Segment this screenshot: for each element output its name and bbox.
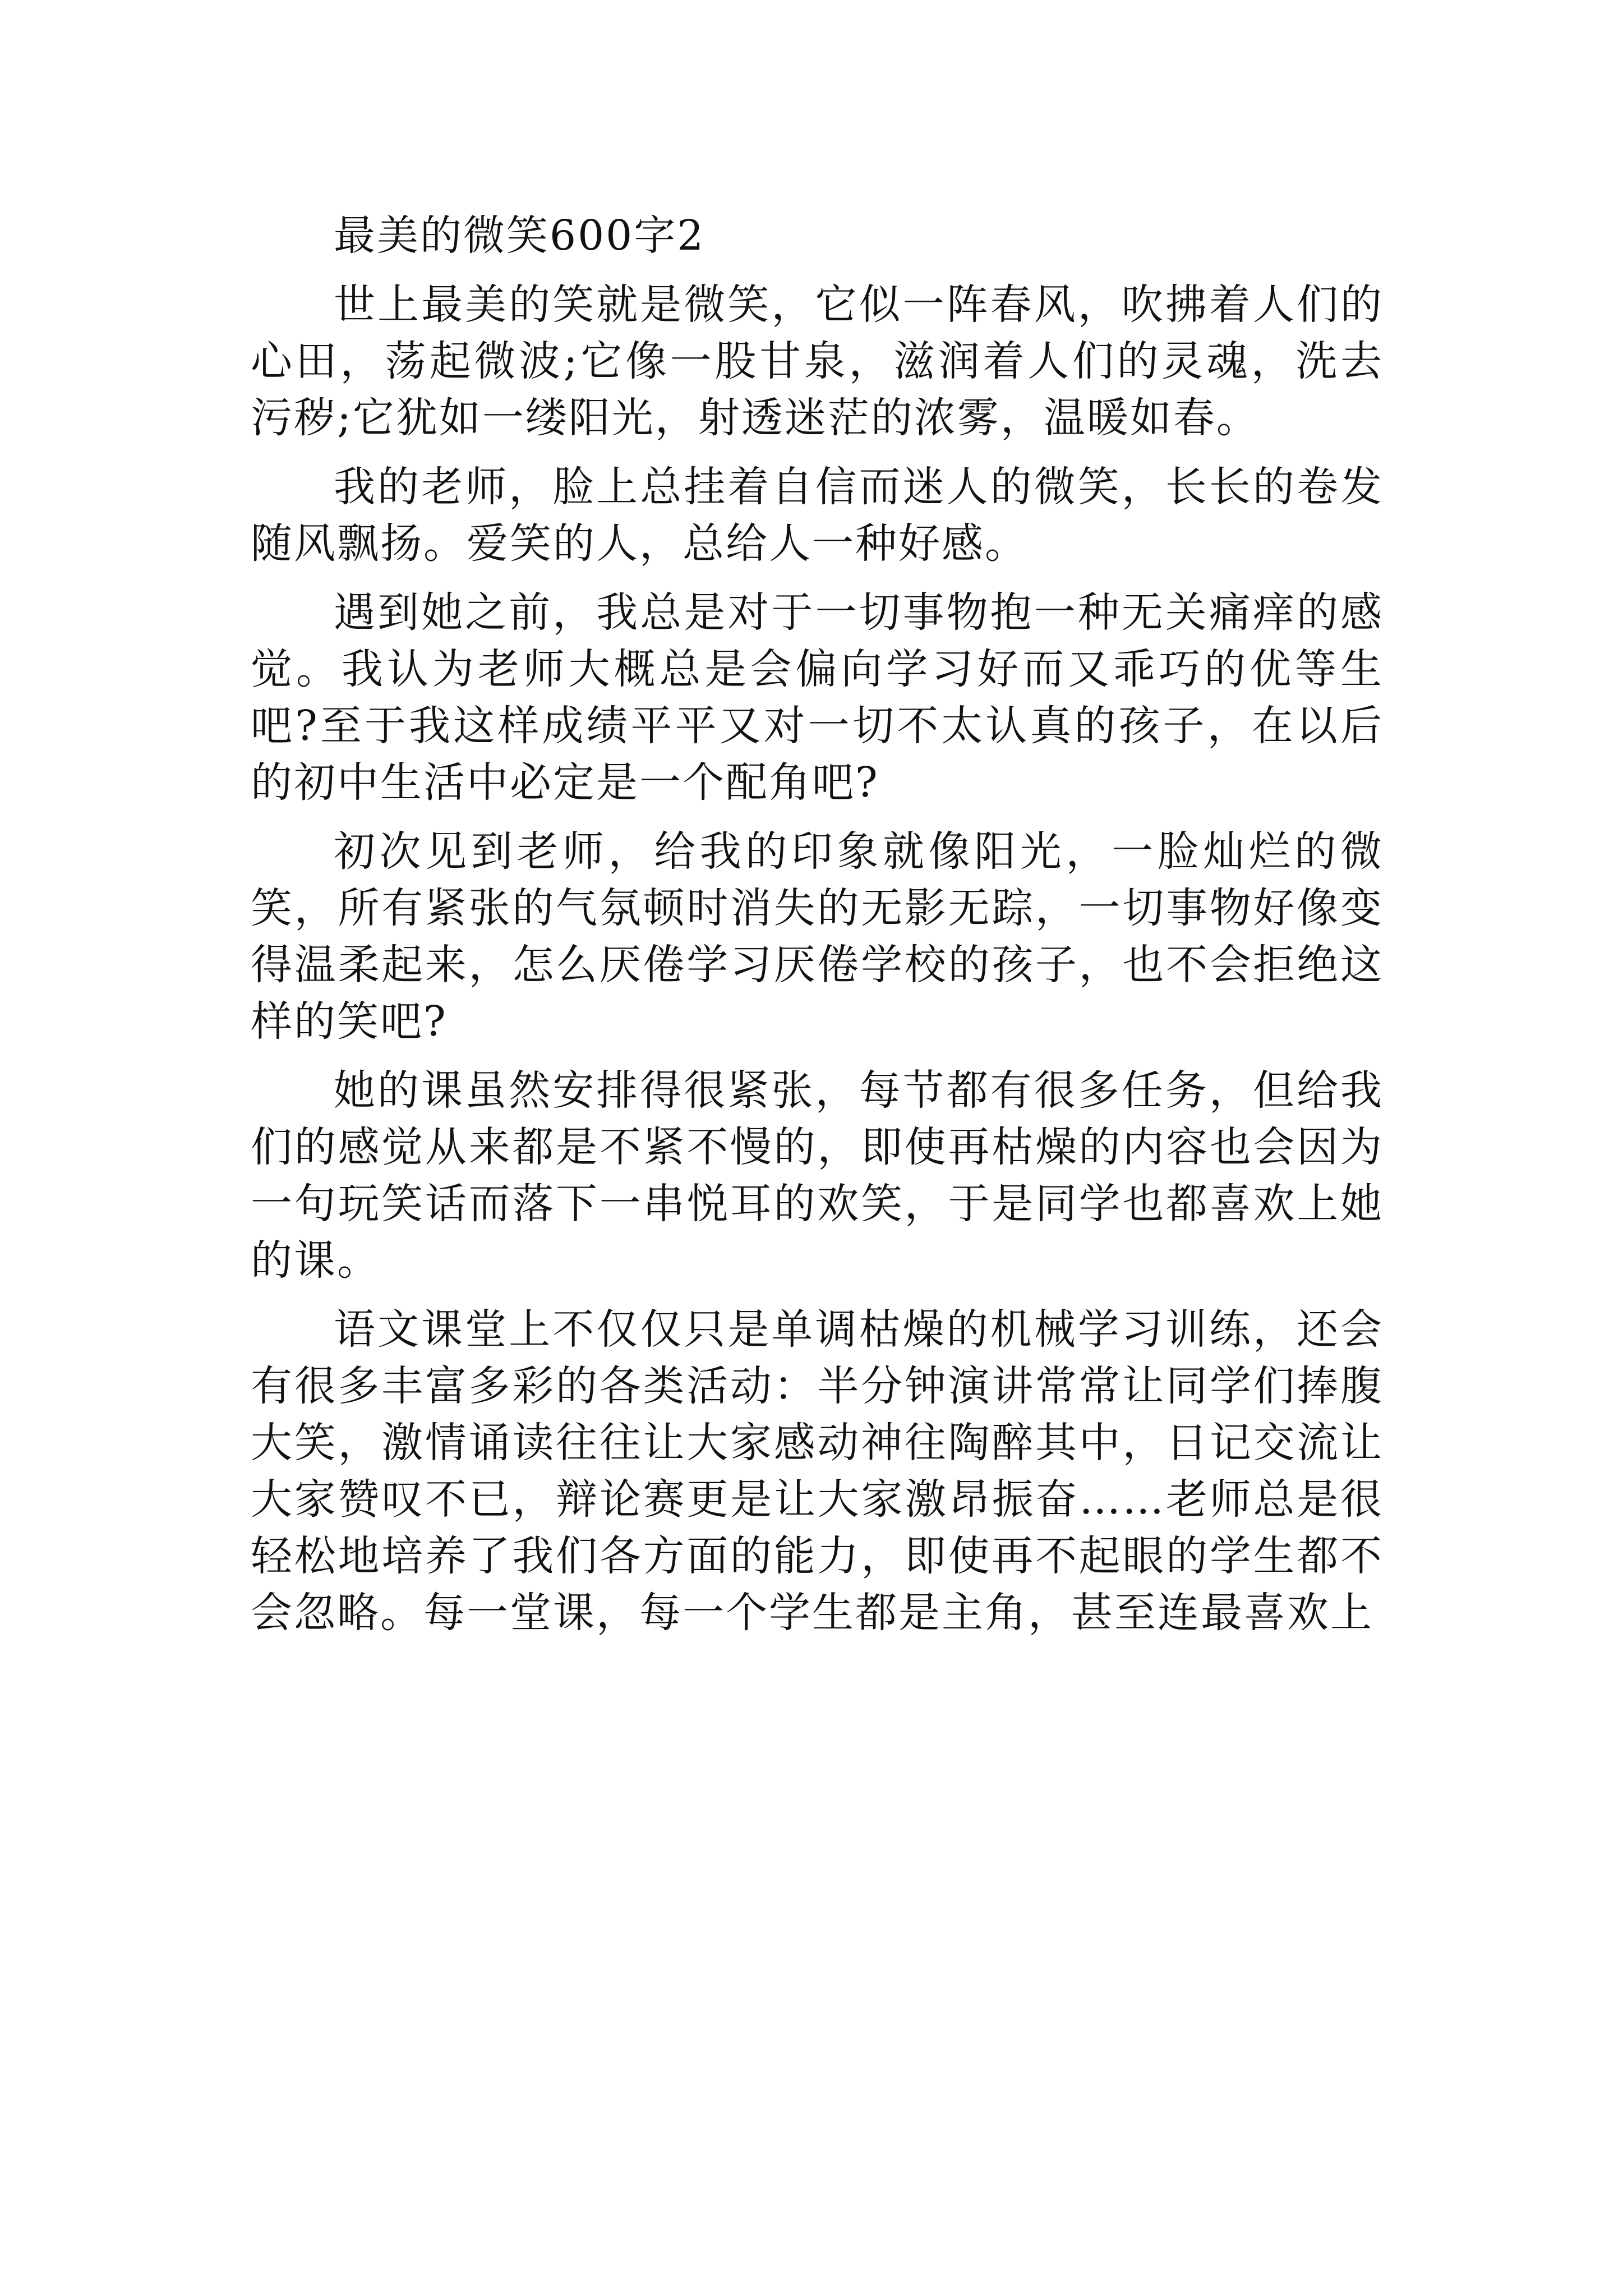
paragraph-1: 世上最美的笑就是微笑，它似一阵春风，吹拂着人们的心田，荡起微波;它像一股甘泉，滋润着人们的灵魂，洗去污秽;它犹如一缕阳光，射透迷茫的浓雾，温暖如春。 xyxy=(251,280,1384,442)
paragraph-2: 我的老师，脸上总挂着自信而迷人的微笑，长长的卷发随风飘扬。爱笑的人，总给人一种好感。 xyxy=(251,463,1384,568)
paragraph-5: 她的课虽然安排得很紧张，每节都有很多任务，但给我们的感觉从来都是不紧不慢的，即使再枯燥的内容也会因为一句玩笑话而落下一串悦耳的欢笑，于是同学也都喜欢上她的课。 xyxy=(251,1066,1384,1285)
document-title: 最美的微笑600字2 xyxy=(334,211,706,260)
paragraph-3: 遇到她之前，我总是对于一切事物抱一种无关痛痒的感觉。我认为老师大概总是会偏向学习好而又乖巧的优等生吧?至于我这样成绩平平又对一切不太认真的孩子，在以后的初中生活中必定是一个配角吧? xyxy=(251,588,1384,807)
document-body xyxy=(251,208,1384,1654)
paragraph-4: 初次见到老师，给我的印象就像阳光，一脸灿烂的微笑，所有紧张的气氛顿时消失的无影无踪，一切事物好像变得温柔起来，怎么厌倦学习厌倦学校的孩子，也不会拒绝这样的笑吧? xyxy=(251,827,1384,1046)
paragraph-6: 语文课堂上不仅仅只是单调枯燥的机械学习训练，还会有很多丰富多彩的各类活动：半分钟演讲常常让同学们捧腹大笑，激情诵读往往让大家感动神往陶醉其中，日记交流让大家赞叹不已，辩论赛更是让大家激昂振奋……老师总是很轻松地培养了我们各方面的能力，即使再不起眼的学生都不会忽略。每一堂课，每一个学生都是主角，甚至连最喜欢上 xyxy=(251,1305,1384,1637)
